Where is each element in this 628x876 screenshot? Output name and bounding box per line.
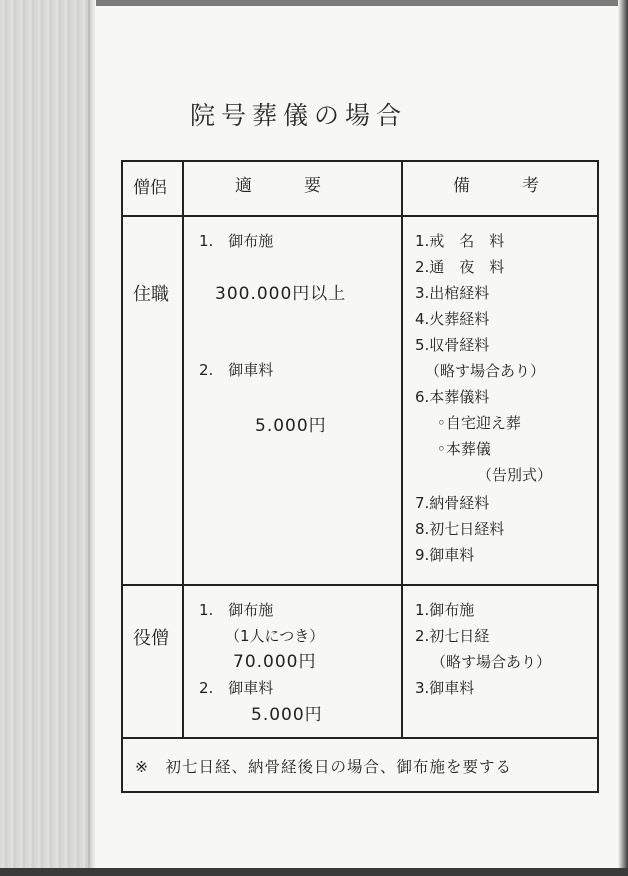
header-summary: 適 要 (235, 176, 327, 196)
summary-amount: 5.000円 (255, 416, 327, 436)
col-divider-2 (401, 162, 403, 737)
note-item: 2.初七日経 (415, 627, 490, 645)
note-item: 3.出棺経料 (415, 284, 490, 302)
footnote-divider (123, 737, 597, 739)
page-bottom-edge (0, 868, 628, 876)
header-divider (123, 215, 597, 217)
summary-item: 1. 御布施 (199, 232, 274, 250)
note-item: 2.通 夜 料 (415, 258, 505, 276)
role-assistant-priest: 役僧 (133, 628, 169, 649)
note-item: ◦自宅迎え葬 (437, 414, 521, 432)
page-right-edge (618, 0, 628, 876)
header-notes: 備 考 (453, 176, 545, 196)
header-monk: 僧侶 (133, 178, 167, 198)
summary-item: 2. 御車料 (199, 361, 274, 379)
page-binding-strip (0, 0, 90, 876)
note-item: 9.御車料 (415, 546, 475, 564)
note-item: 3.御車料 (415, 679, 475, 697)
summary-amount: 5.000円 (251, 705, 323, 725)
footnote: ※ 初七日経、納骨経後日の場合、御布施を要する (135, 758, 512, 776)
binding-shadow (90, 0, 96, 876)
note-item: （略す場合あり） (431, 653, 552, 671)
row-divider (123, 584, 597, 586)
note-item: 7.納骨経料 (415, 494, 490, 512)
note-item: 1.御布施 (415, 601, 475, 619)
note-item: 4.火葬経料 (415, 310, 490, 328)
summary-item: 2. 御車料 (199, 679, 274, 697)
summary-amount: 300.000円以上 (215, 284, 347, 304)
note-item: （略す場合あり） (425, 362, 546, 380)
summary-amount: 70.000円 (233, 652, 317, 672)
note-item: 8.初七日経料 (415, 520, 505, 538)
fee-table (121, 160, 599, 793)
note-item: 1.戒 名 料 (415, 232, 505, 250)
summary-item: 1. 御布施 (199, 601, 274, 619)
summary-item: （1人につき） (225, 627, 325, 645)
note-item: ◦本葬儀 (437, 440, 491, 458)
col-divider-1 (182, 162, 184, 737)
note-item: 6.本葬儀料 (415, 388, 490, 406)
note-item: 5.収骨経料 (415, 336, 490, 354)
note-item: （告別式） (477, 466, 553, 484)
page-title: 院号葬儀の場合 (190, 101, 408, 130)
role-head-priest: 住職 (133, 284, 169, 305)
